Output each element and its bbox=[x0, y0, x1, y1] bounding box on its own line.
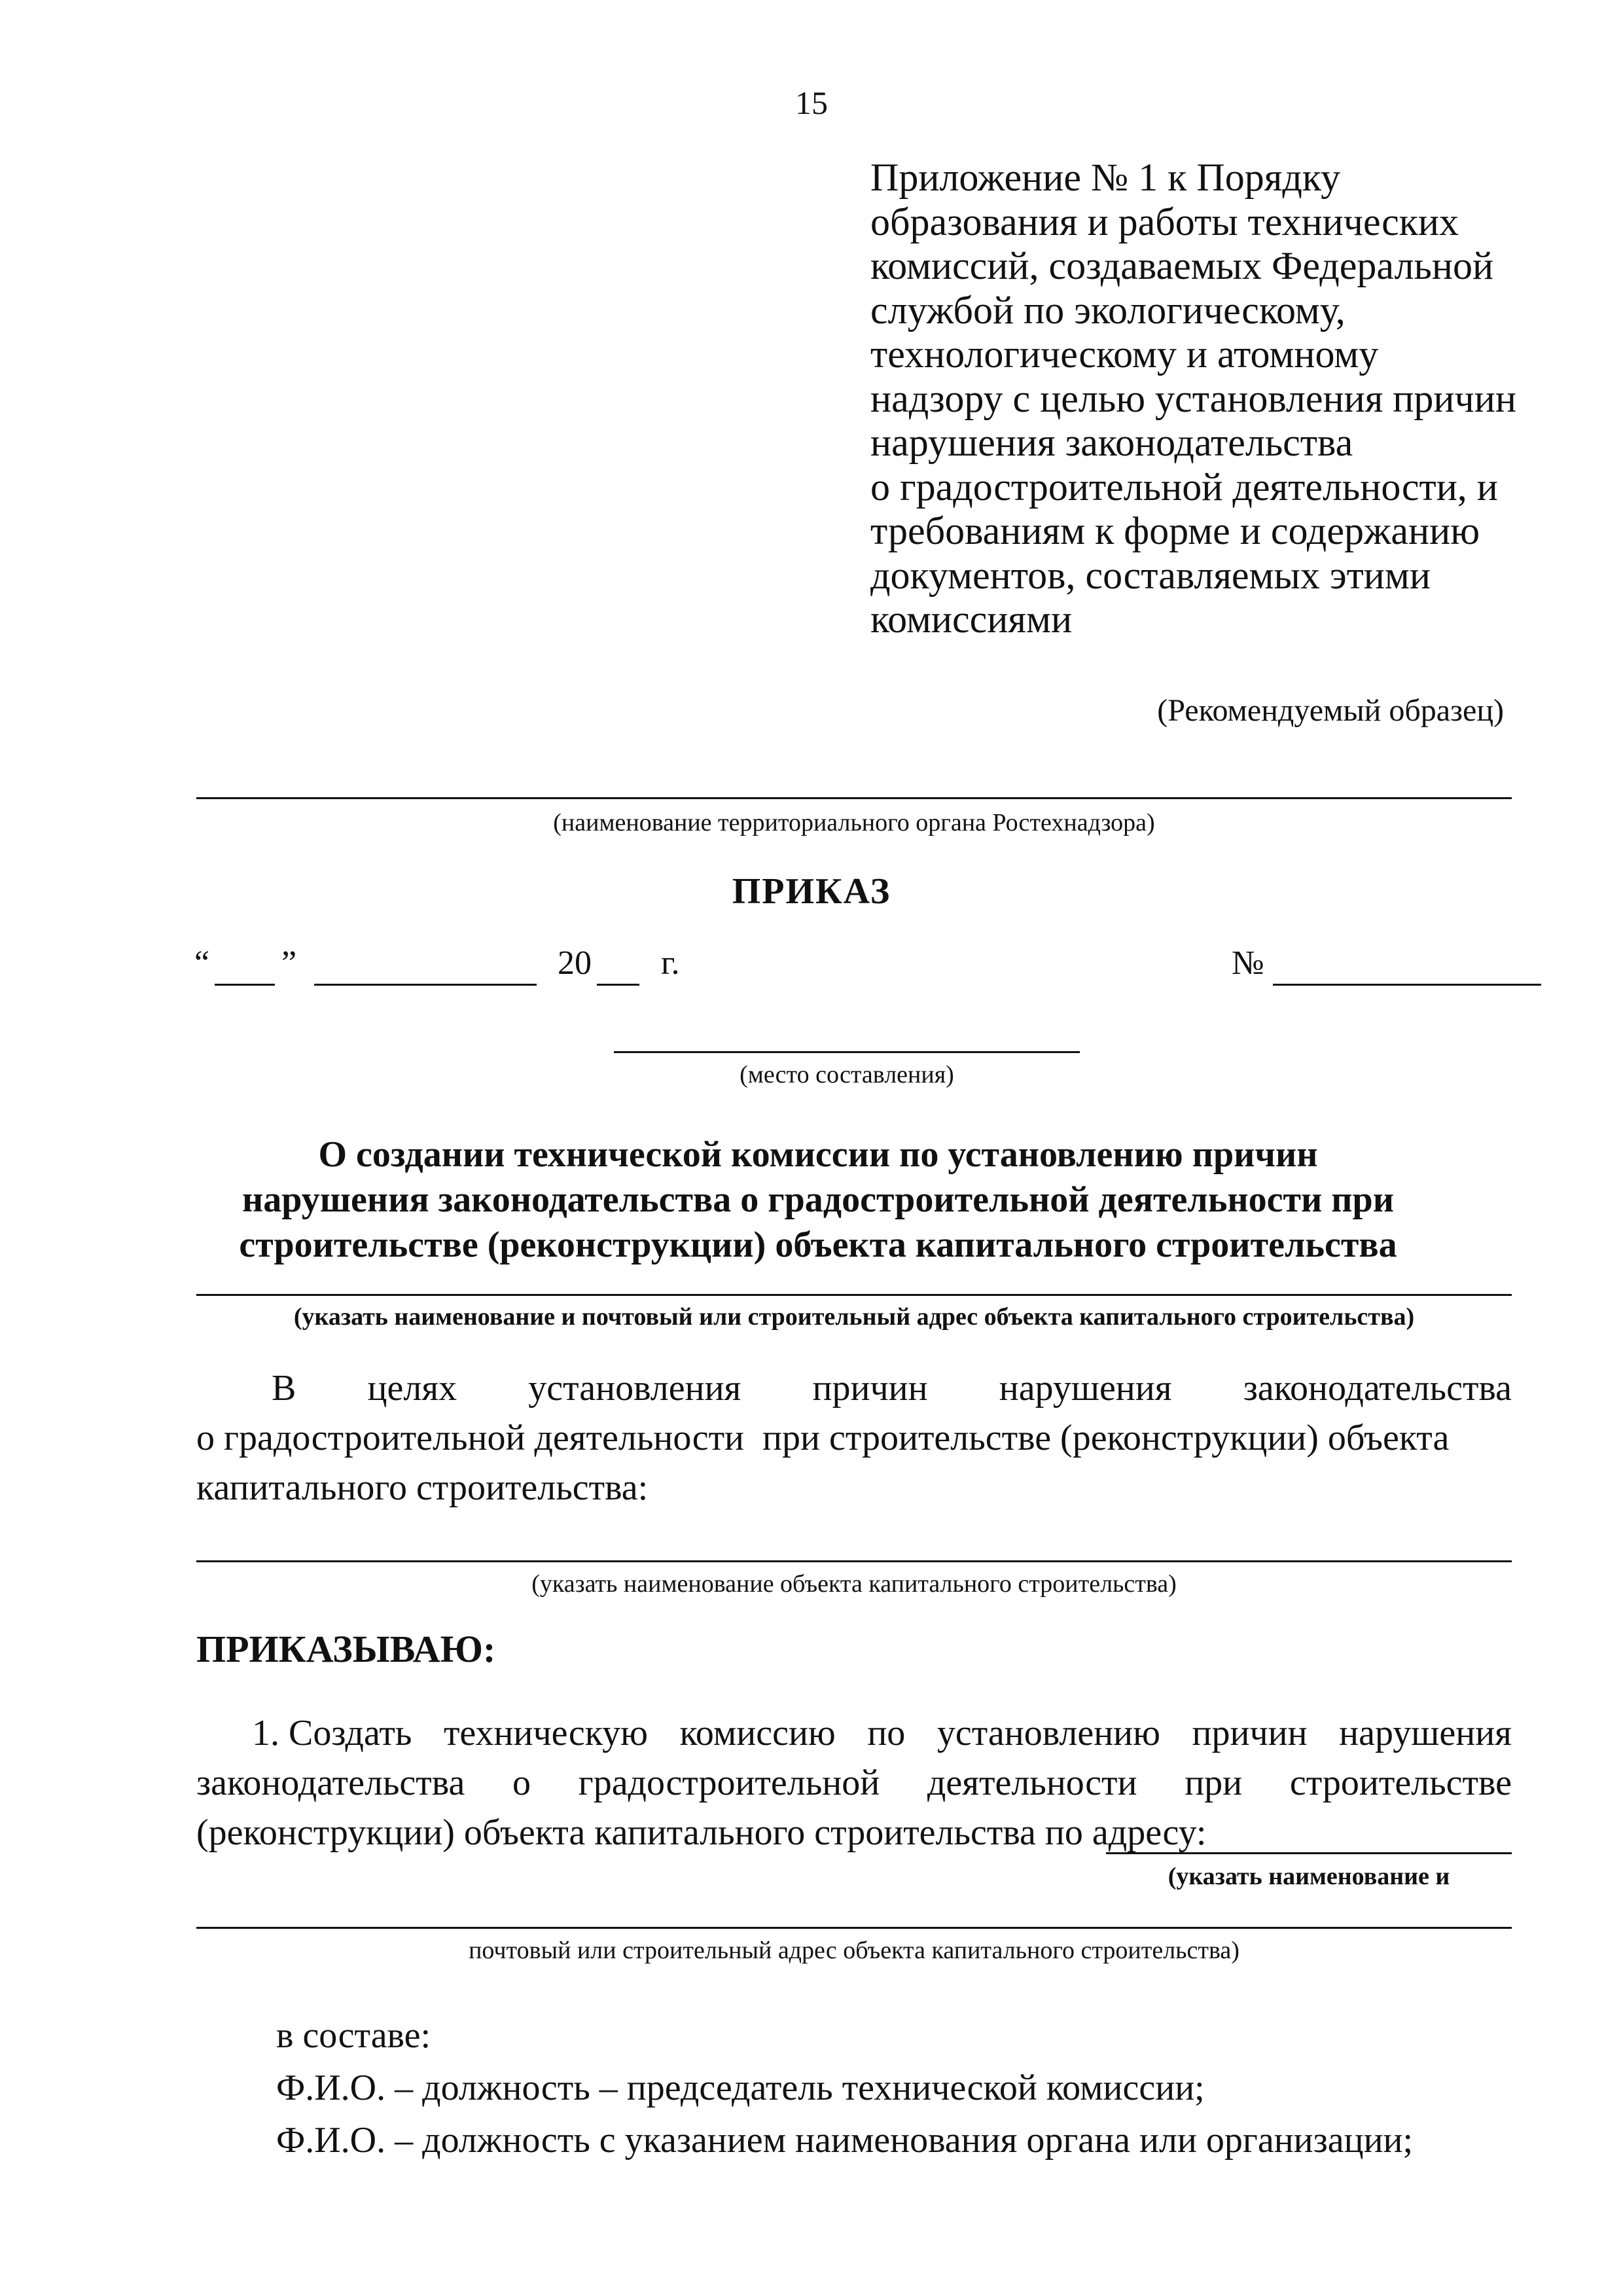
appendix-line: комиссиями bbox=[870, 598, 1073, 641]
item-1-line-1 bbox=[252, 1710, 1512, 1757]
subject-line: О создании технической комиссии по установлению причин bbox=[318, 1134, 1318, 1175]
year-blank-line bbox=[597, 984, 639, 986]
territorial-body-caption: (наименование территориального органа Ростехнадзора) bbox=[553, 809, 1155, 836]
date-close-quote: ” bbox=[281, 944, 297, 982]
item-1-line-2 bbox=[196, 1759, 1512, 1806]
commission-member: Ф.И.О. – должность с указанием наименования органа или организации; bbox=[276, 2120, 1414, 2161]
object-name-caption: (указать наименование объекта капитального строительства) bbox=[531, 1570, 1177, 1598]
item-word: законодательства bbox=[196, 1763, 465, 1803]
item-1-line-3: (реконструкции) объекта капитального строительства по адресу: bbox=[196, 1812, 1207, 1853]
purpose-line-2: о градостроительной деятельности при строительстве (реконструкции) объекта bbox=[196, 1418, 1450, 1458]
order-word: ПРИКАЗЫВАЮ: bbox=[196, 1628, 496, 1670]
purpose-word: нарушения bbox=[999, 1368, 1172, 1408]
item-word: установлению bbox=[936, 1713, 1160, 1753]
territorial-body-line bbox=[196, 797, 1512, 799]
year-prefix: 20 bbox=[558, 944, 592, 982]
purpose-word: целях bbox=[367, 1368, 457, 1408]
purpose-line-3: капитального строительства: bbox=[196, 1467, 649, 1508]
object-name-line bbox=[196, 1560, 1512, 1562]
composition-intro: в составе: bbox=[276, 2015, 431, 2056]
appendix-line: о градостроительной деятельности, и bbox=[870, 465, 1498, 509]
purpose-word: законодательства bbox=[1243, 1368, 1512, 1408]
appendix-line: комиссий, создаваемых Федеральной bbox=[870, 244, 1494, 287]
object-address-line bbox=[196, 1294, 1512, 1296]
item-word: причин bbox=[1192, 1713, 1308, 1753]
commission-chairman: Ф.И.О. – должность – председатель технической комиссии; bbox=[276, 2068, 1205, 2108]
subject-line: нарушения законодательства о градостроительной деятельности при bbox=[242, 1179, 1394, 1220]
date-open-quote: “ bbox=[194, 944, 210, 982]
subject-line: строительстве (реконструкции) объекта капитального строительства bbox=[239, 1225, 1397, 1265]
item-word: техническую bbox=[443, 1713, 648, 1753]
item-word: нарушения bbox=[1339, 1713, 1512, 1753]
item-word: по bbox=[867, 1713, 906, 1753]
place-blank-line bbox=[614, 1051, 1080, 1053]
name-and-caption: (указать наименование и bbox=[1168, 1863, 1450, 1890]
order-number-blank-line bbox=[1273, 984, 1541, 986]
address-blank-line bbox=[1106, 1852, 1512, 1854]
appendix-reference bbox=[870, 156, 1577, 642]
postal-address-caption: почтовый или строительный адрес объекта капитального строительства) bbox=[469, 1937, 1240, 1964]
purpose-word: установления bbox=[528, 1368, 741, 1408]
item-word: о bbox=[512, 1763, 531, 1803]
item-word: деятельности bbox=[927, 1763, 1137, 1803]
item-word: комиссию bbox=[679, 1713, 836, 1753]
appendix-line: технологическому и атомному bbox=[870, 332, 1379, 376]
order-title: ПРИКАЗ bbox=[732, 871, 891, 912]
item-word: строительстве bbox=[1289, 1763, 1512, 1803]
appendix-line: надзору с целью установления причин bbox=[870, 376, 1516, 420]
item-word: градостроительной bbox=[578, 1763, 880, 1803]
purpose-line-1 bbox=[272, 1365, 1512, 1412]
appendix-line: документов, составляемых этими bbox=[870, 553, 1431, 597]
appendix-line: требованиям к форме и содержанию bbox=[870, 509, 1480, 552]
purpose-word: причин bbox=[812, 1368, 928, 1408]
day-blank-line bbox=[215, 984, 275, 986]
item-word: при bbox=[1185, 1763, 1243, 1803]
order-subject bbox=[196, 1132, 1440, 1268]
appendix-line: Приложение № 1 к Порядку bbox=[870, 156, 1341, 199]
object-address-caption: (указать наименование и почтовый или строительный адрес объекта капитального строительства) bbox=[293, 1303, 1415, 1331]
recommended-sample-note: (Рекомендуемый образец) bbox=[1157, 693, 1504, 728]
appendix-line: образования и работы технических bbox=[870, 200, 1459, 243]
purpose-word: В bbox=[272, 1368, 296, 1408]
year-suffix: г. bbox=[661, 944, 680, 982]
place-caption: (место составления) bbox=[740, 1061, 954, 1088]
postal-address-line bbox=[196, 1927, 1512, 1929]
number-sign: № bbox=[1232, 944, 1264, 982]
appendix-line: нарушения законодательства bbox=[870, 421, 1353, 464]
appendix-line: службой по экологическому, bbox=[870, 288, 1346, 332]
page-number: 15 bbox=[795, 84, 828, 121]
month-blank-line bbox=[314, 984, 537, 986]
item-word: 1. Создать bbox=[252, 1713, 412, 1753]
